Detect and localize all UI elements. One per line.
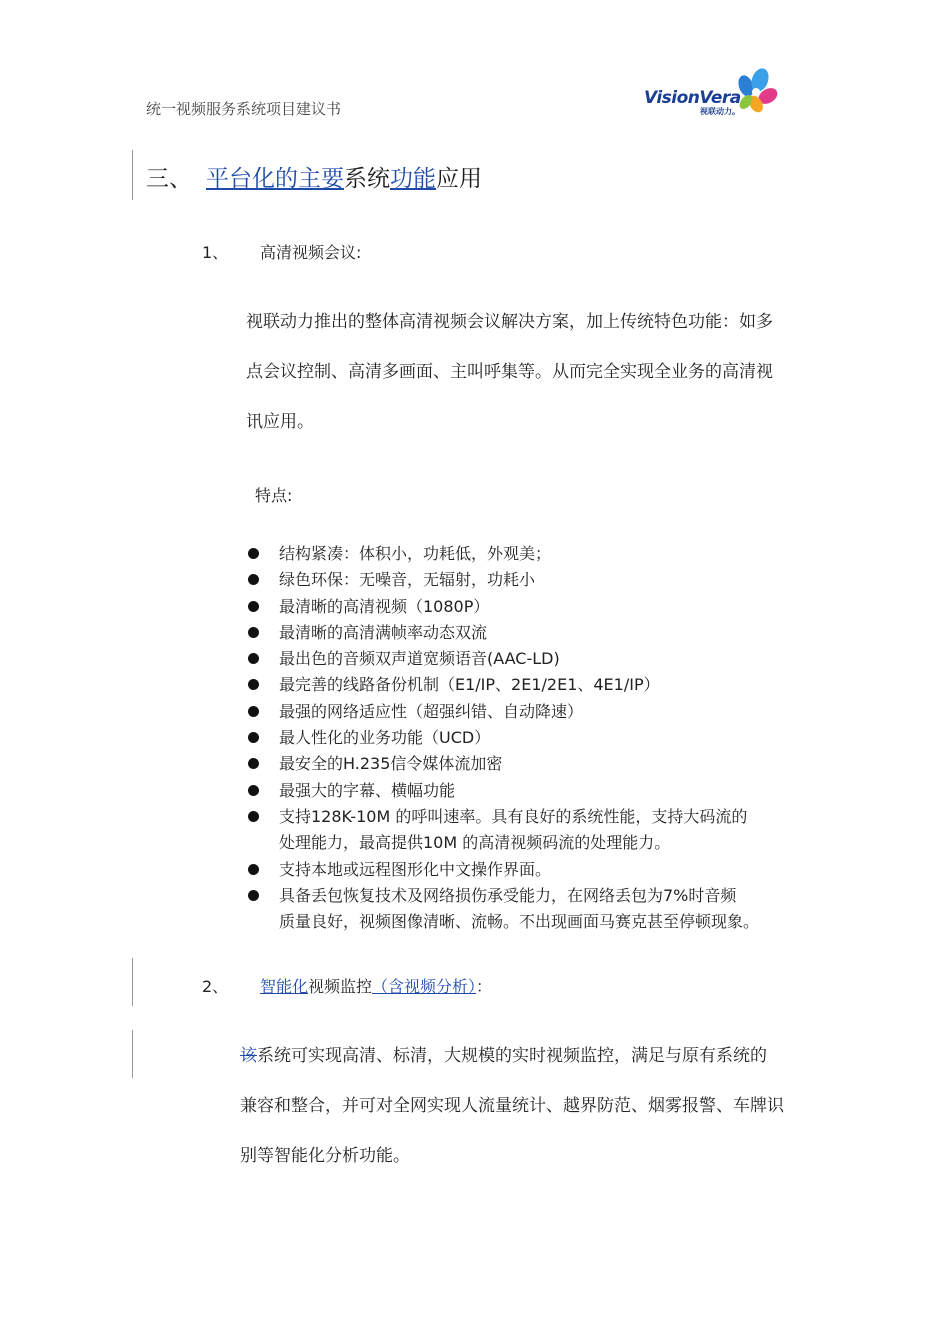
- list-item-text: 最出色的音频双声道宽频语音(AAC-LD): [279, 649, 560, 669]
- list-item-text: 最完善的线路备份机制（E1/IP、2E1/2E1、4E1/IP）: [279, 675, 660, 695]
- document-header-title: 统一视频服务系统项目建议书: [146, 100, 342, 118]
- list-item: [246, 594, 836, 620]
- bullet-icon: [248, 653, 259, 664]
- feature-list: [246, 541, 836, 935]
- list-item-text: 最安全的H.235信令媒体流加密: [279, 754, 503, 774]
- list-item: [246, 778, 836, 804]
- bullet-icon: [248, 890, 259, 901]
- revision-bar: [132, 958, 133, 1006]
- paragraph-line: 点会议控制、高清多画面、主叫呼集等。从而完全实现全业务的高清视: [246, 362, 773, 382]
- visionvera-logo: [642, 66, 782, 122]
- item-number: 1、: [202, 243, 229, 262]
- list-item: [246, 646, 836, 672]
- list-item: [246, 699, 836, 725]
- bullet-icon: [248, 758, 259, 769]
- bullet-icon: [248, 627, 259, 638]
- title-revised-text: 智能化: [260, 977, 309, 996]
- list-item: [246, 804, 836, 857]
- title-text: ：: [476, 977, 493, 996]
- bullet-icon: [248, 785, 259, 796]
- paragraph-line: [240, 1031, 836, 1081]
- paragraph-line: 视联动力推出的整体高清视频会议解决方案，加上传统特色功能：如多: [246, 312, 773, 332]
- heading-text: 系统: [344, 166, 390, 192]
- bullet-icon: [248, 679, 259, 690]
- list-item-text: 具备丢包恢复技术及网络损伤承受能力，在网络丢包为7%时音频: [279, 885, 737, 905]
- logo-subtitle: 视联动力。: [700, 107, 740, 116]
- paragraph-line: 讯应用。: [246, 412, 314, 432]
- title-text: 视频监控: [308, 977, 373, 996]
- list-item-text: 处理能力，最高提供10M 的高清视频码流的处理能力。: [279, 833, 671, 853]
- paragraph: [246, 297, 836, 447]
- heading-revised-text: 功能: [390, 166, 436, 192]
- bullet-icon: [248, 864, 259, 875]
- paragraph: [240, 1031, 836, 1181]
- section-heading: [146, 160, 482, 193]
- heading-text: 应用: [436, 166, 482, 192]
- list-item-text: 支持本地或远程图形化中文操作界面。: [279, 859, 552, 879]
- list-item: [246, 857, 836, 883]
- list-item: [246, 883, 836, 936]
- list-item-text: 最人性化的业务功能（UCD）: [279, 728, 491, 748]
- paragraph-line: 兼容和整合，并可对全网实现人流量统计、越界防范、烟雾报警、车牌识: [240, 1096, 784, 1116]
- item-title: 高清视频会议:: [260, 243, 362, 262]
- bullet-icon: [248, 601, 259, 612]
- title-revised-text: （含视频分析）: [372, 977, 477, 996]
- list-item-text: 最强大的字幕、横幅功能: [279, 780, 456, 800]
- item-title: [260, 974, 492, 997]
- revision-bar: [132, 150, 133, 200]
- list-item: [246, 620, 836, 646]
- bullet-icon: [248, 732, 259, 743]
- deleted-text: 该: [240, 1046, 257, 1066]
- paragraph-text: 系统可实现高清、标清，大规模的实时视频监控，满足与原有系统的: [257, 1046, 767, 1066]
- list-item-text: 最强的网络适应性（超强纠错、自动降速）: [279, 701, 584, 721]
- paragraph-line: 别等智能化分析功能。: [240, 1146, 410, 1166]
- heading-revised-text: 平台化的主要: [206, 166, 344, 192]
- list-item: [246, 672, 836, 698]
- list-item: [246, 725, 836, 751]
- list-item-text: 支持128K-10M 的呼叫速率。具有良好的系统性能，支持大码流的: [279, 806, 748, 826]
- list-item-text: 结构紧凑：体积小，功耗低，外观美；: [279, 544, 552, 563]
- list-item-text: 绿色环保：无噪音，无辐射，功耗小: [279, 570, 536, 590]
- item-number: 2、: [202, 977, 229, 996]
- list-item: [246, 751, 836, 777]
- list-item: [246, 541, 836, 567]
- bullet-icon: [248, 548, 259, 559]
- bullet-icon: [248, 811, 259, 822]
- list-item: [246, 567, 836, 593]
- bullet-icon: [248, 574, 259, 585]
- section-number: 三、: [146, 166, 192, 192]
- list-item-text: 质量良好，视频图像清晰、流畅。不出现画面马赛克甚至停顿现象。: [279, 912, 760, 932]
- list-item-text: 最清晰的高清满帧率动态双流: [279, 622, 488, 642]
- bullet-icon: [248, 706, 259, 717]
- features-label: 特点:: [255, 486, 293, 505]
- list-item-text: 最清晰的高清视频（1080P）: [279, 596, 490, 616]
- logo-wordmark: VisionVera: [644, 88, 741, 108]
- revision-bar: [132, 1030, 133, 1078]
